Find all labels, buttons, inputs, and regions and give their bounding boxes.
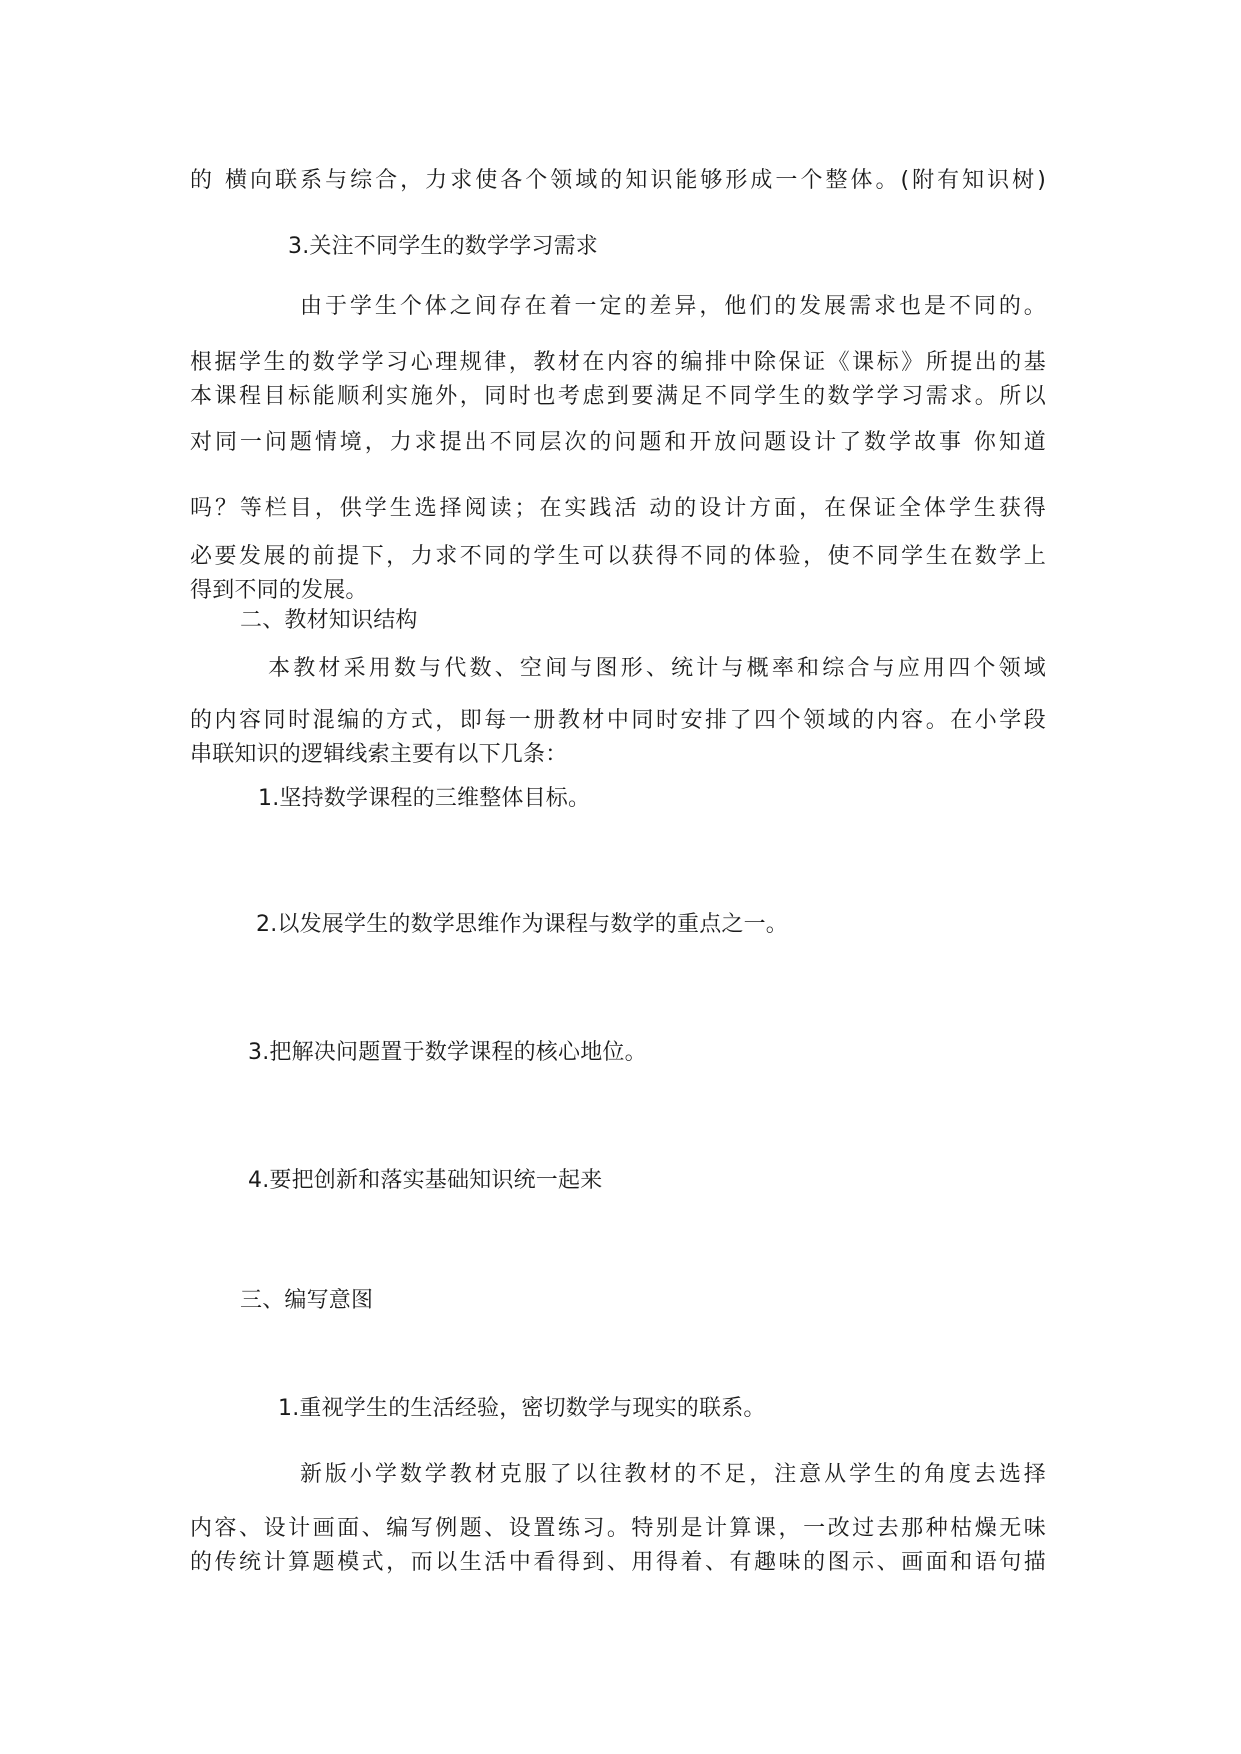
- list-item: 1.坚持数学课程的三维整体目标。: [258, 786, 591, 811]
- paragraph-line: 串联知识的逻辑线索主要有以下几条：: [190, 742, 568, 767]
- paragraph-line: 新版小学数学教材克服了以往教材的不足，注意从学生的角度去选择: [300, 1462, 1046, 1487]
- paragraph-line: 对同一问题情境，力求提出不同层次的问题和开放问题设计了数学故事 你知道: [190, 430, 1046, 455]
- paragraph-line: 的内容同时混编的方式，即每一册教材中同时安排了四个领域的内容。在小学段: [190, 708, 1046, 733]
- paragraph-line: 由于学生个体之间存在着一定的差异，他们的发展需求也是不同的。: [300, 294, 1046, 319]
- section-heading: 二、教材知识结构: [240, 608, 418, 633]
- list-item: 4.要把创新和落实基础知识统一起来: [248, 1168, 603, 1193]
- paragraph-line: 的 横向联系与综合，力求使各个领域的知识能够形成一个整体。(附有知识树): [190, 168, 1046, 193]
- section-heading: 三、编写意图: [240, 1288, 374, 1313]
- list-item: 3.把解决问题置于数学课程的核心地位。: [248, 1040, 647, 1065]
- paragraph-line: 得到不同的发展。: [190, 578, 368, 603]
- paragraph-line: 必要发展的前提下，力求不同的学生可以获得不同的体验，使不同学生在数学上: [190, 544, 1046, 569]
- list-item: 2.以发展学生的数学思维作为课程与数学的重点之一。: [256, 912, 788, 937]
- subheading: 3.关注不同学生的数学学习需求: [288, 234, 598, 259]
- paragraph-line: 本课程目标能顺利实施外，同时也考虑到要满足不同学生的数学学习需求。所以: [190, 384, 1046, 409]
- paragraph-line: 吗？等栏目，供学生选择阅读；在实践活 动的设计方面，在保证全体学生获得: [190, 496, 1046, 521]
- subheading: 1.重视学生的生活经验，密切数学与现实的联系。: [278, 1396, 766, 1421]
- paragraph-line: 根据学生的数学学习心理规律，教材在内容的编排中除保证《课标》所提出的基: [190, 350, 1046, 375]
- paragraph-line: 本教材采用数与代数、空间与图形、统计与概率和综合与应用四个领域: [268, 656, 1046, 681]
- paragraph-line: 内容、设计画面、编写例题、设置练习。特别是计算课，一改过去那种枯燥无味: [190, 1516, 1046, 1541]
- paragraph-line: 的传统计算题模式，而以生活中看得到、用得着、有趣味的图示、画面和语句描: [190, 1550, 1046, 1575]
